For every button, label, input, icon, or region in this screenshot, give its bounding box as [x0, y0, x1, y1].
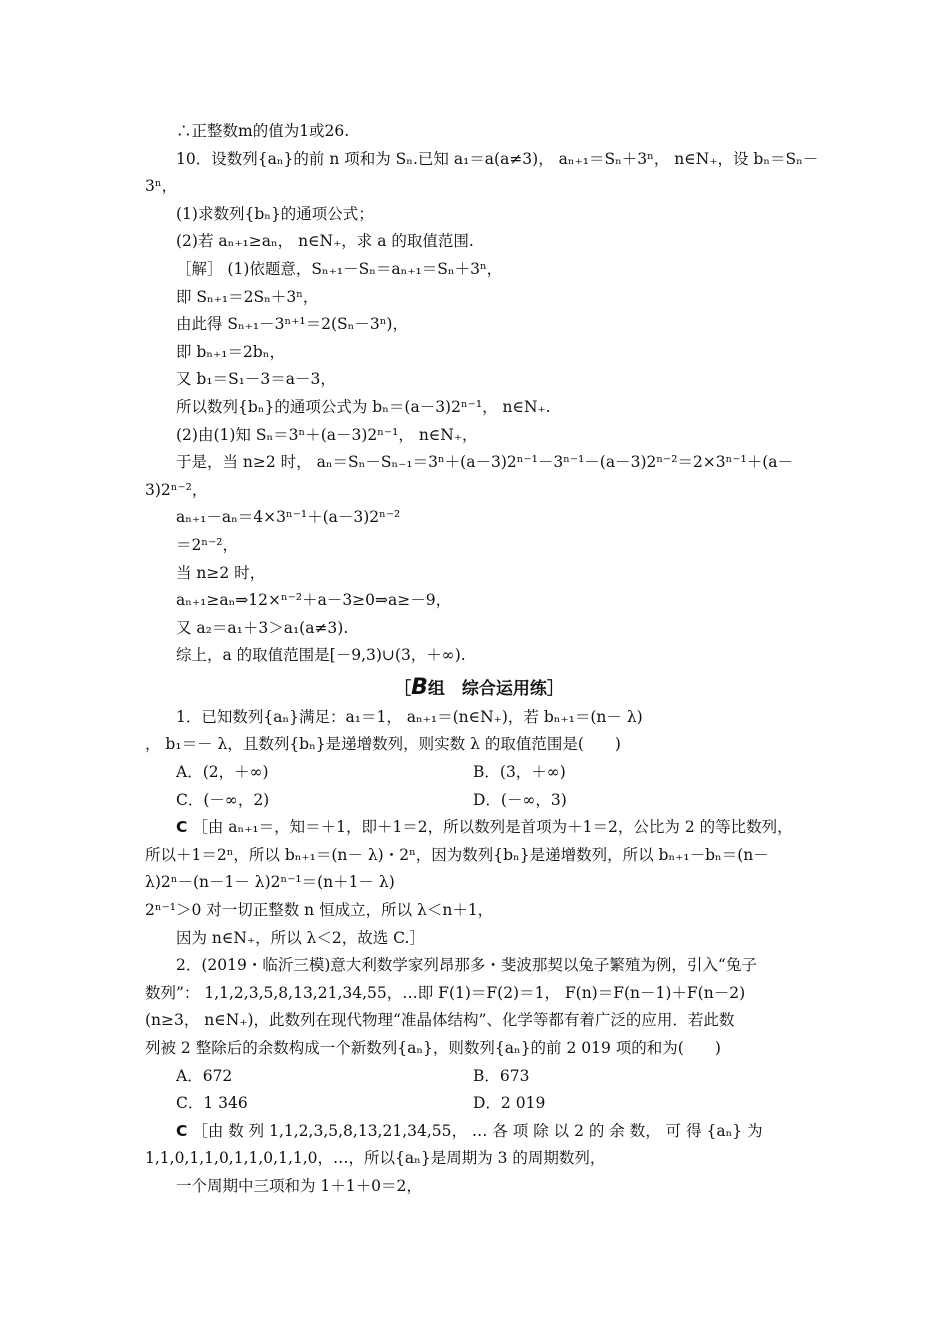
text-line: ∴正整数m的值为1或26.	[176, 122, 350, 140]
question-1-options-row	[145, 759, 813, 787]
option-c: C．1 346	[176, 1094, 248, 1113]
option-a: A．(2，＋∞)	[176, 763, 269, 782]
solution-line: 由此得 Sₙ₊₁－3ⁿ⁺¹＝2(Sₙ－3ⁿ)，	[176, 315, 408, 334]
section-letter: B	[411, 674, 428, 700]
option-b: B．(3，＋∞)	[473, 763, 566, 782]
option-a: A．672	[176, 1066, 233, 1085]
solution-line: (2)由(1)知 Sₙ＝3ⁿ＋(a－3)2ⁿ⁻¹， n∈N₊，	[176, 425, 478, 444]
solution-line: 综上，a 的取值范围是[－9,3)∪(3，＋∞).	[176, 646, 466, 665]
solution-line: ［解］ (1)依题意，Sₙ₊₁－Sₙ＝aₙ₊₁＝Sₙ＋3ⁿ，	[176, 259, 503, 278]
answer-line: 一个周期中三项和为 1＋1＋0＝2，	[176, 1176, 422, 1195]
section-heading	[145, 674, 813, 702]
answer-letter: C	[176, 1121, 188, 1140]
solution-line: aₙ₊₁≥aₙ⇒12×ⁿ⁻²＋a－3≥0⇒a≥－9，	[176, 591, 452, 610]
solution-line: 3)2ⁿ⁻²，	[145, 480, 208, 499]
text-line: 3ⁿ，	[145, 177, 178, 196]
section-bracket-close: ］	[546, 678, 564, 699]
question-1-stem: 1．已知数列{aₙ}满足：a₁＝1， aₙ₊₁＝(n∈N₊)，若 bₙ₊₁＝(n－ λ)	[176, 707, 643, 726]
question-2-stem: 2．(2019・临沂三模)意大利数学家列昂那多・斐波那契以兔子繁殖为例，引入“兔子	[176, 956, 757, 975]
solution-line: 于是，当 n≥2 时， aₙ＝Sₙ－Sₙ₋₁＝3ⁿ＋(a－3)2ⁿ⁻¹－3ⁿ⁻¹－(a－3)2ⁿ⁻²＝2×3ⁿ⁻¹＋(a－	[176, 453, 794, 472]
solution-line: 当 n≥2 时，	[176, 563, 266, 582]
solution-line: aₙ₊₁－aₙ＝4×3ⁿ⁻¹＋(a－3)2ⁿ⁻²	[176, 508, 401, 527]
section-title: 组 综合运用练	[427, 678, 547, 699]
problem-10-part-1: (1)求数列{bₙ}的通项公式；	[176, 204, 374, 223]
question-2-stem: 列被 2 整除后的余数构成一个新数列{aₙ}，则数列{aₙ}的前 2 019 项的和为( )	[145, 1039, 721, 1057]
answer-letter: C	[176, 818, 188, 837]
solution-line: 即 bₙ₊₁＝2bₙ，	[176, 342, 285, 361]
section-bracket-open: ［	[394, 678, 412, 699]
question-1-answer	[145, 814, 813, 842]
question-2-answer	[145, 1118, 813, 1146]
question-1-options-row	[145, 787, 813, 815]
solution-line: 又 a₂＝a₁＋3＞a₁(a≠3).	[176, 618, 349, 637]
document-page	[145, 118, 819, 1201]
solution-line: ＝2ⁿ⁻²，	[176, 535, 238, 554]
question-2-options-row	[145, 1090, 813, 1118]
question-1-stem: ， b₁＝－ λ，且数列{bₙ}是递增数列，则实数 λ 的取值范围是( )	[145, 735, 621, 754]
solution-line: 即 Sₙ₊₁＝2Sₙ＋3ⁿ，	[176, 287, 319, 306]
solution-line: 又 b₁＝S₁－3＝a－3，	[176, 370, 336, 389]
problem-10-part-2: (2)若 aₙ₊₁≥aₙ， n∈N₊，求 a 的取值范围.	[176, 232, 474, 251]
problem-10-stem: 10．设数列{aₙ}的前 n 项和为 Sₙ.已知 a₁＝a(a≠3)， aₙ₊₁＝Sₙ＋3ⁿ， n∈N₊，设 bₙ＝Sₙ－	[176, 149, 819, 168]
answer-text: ［由 数 列 1,1,2,3,5,8,13,21,34,55， … 各 项 除 以 2 的 余 数， 可 得 {aₙ} 为	[187, 1121, 763, 1140]
answer-line: 所以＋1＝2ⁿ，所以 bₙ₊₁＝(n－ λ)・2ⁿ，因为数列{bₙ}是递增数列，所以 bₙ₊₁－bₙ＝(n－	[145, 845, 769, 864]
answer-line: 因为 n∈N₊，所以 λ＜2，故选 C.］	[176, 928, 425, 947]
option-c: C．(－∞，2)	[176, 790, 270, 809]
question-2-options-row	[145, 1063, 813, 1091]
option-d: D．2 019	[473, 1094, 546, 1113]
question-2-stem: (n≥3， n∈N₊)，此数列在现代物理“准晶体结构”、化学等都有着广泛的应用．若此数	[145, 1011, 735, 1030]
answer-line: 2ⁿ⁻¹＞0 对一切正整数 n 恒成立，所以 λ＜n＋1，	[145, 901, 494, 920]
option-b: B．673	[473, 1066, 530, 1085]
answer-text: ［由 aₙ₊₁＝，知＝＋1，即＋1＝2，所以数列是首项为＋1＝2，公比为 2 的等比数列，	[187, 818, 793, 837]
answer-line: 1,1,0,1,1,0,1,1,0,1,1,0，…，所以{aₙ}是周期为 3 的周期数列，	[145, 1149, 606, 1168]
option-d: D．(－∞，3)	[473, 790, 567, 809]
answer-line: λ)2ⁿ－(n－1－ λ)2ⁿ⁻¹＝(n＋1－ λ)	[145, 873, 395, 892]
solution-line: 所以数列{bₙ}的通项公式为 bₙ＝(a－3)2ⁿ⁻¹， n∈N₊.	[176, 397, 551, 416]
question-2-stem: 数列”： 1,1,2,3,5,8,13,21,34,55，…即 F(1)＝F(2)＝1， F(n)＝F(n－1)＋F(n－2)	[145, 983, 746, 1002]
